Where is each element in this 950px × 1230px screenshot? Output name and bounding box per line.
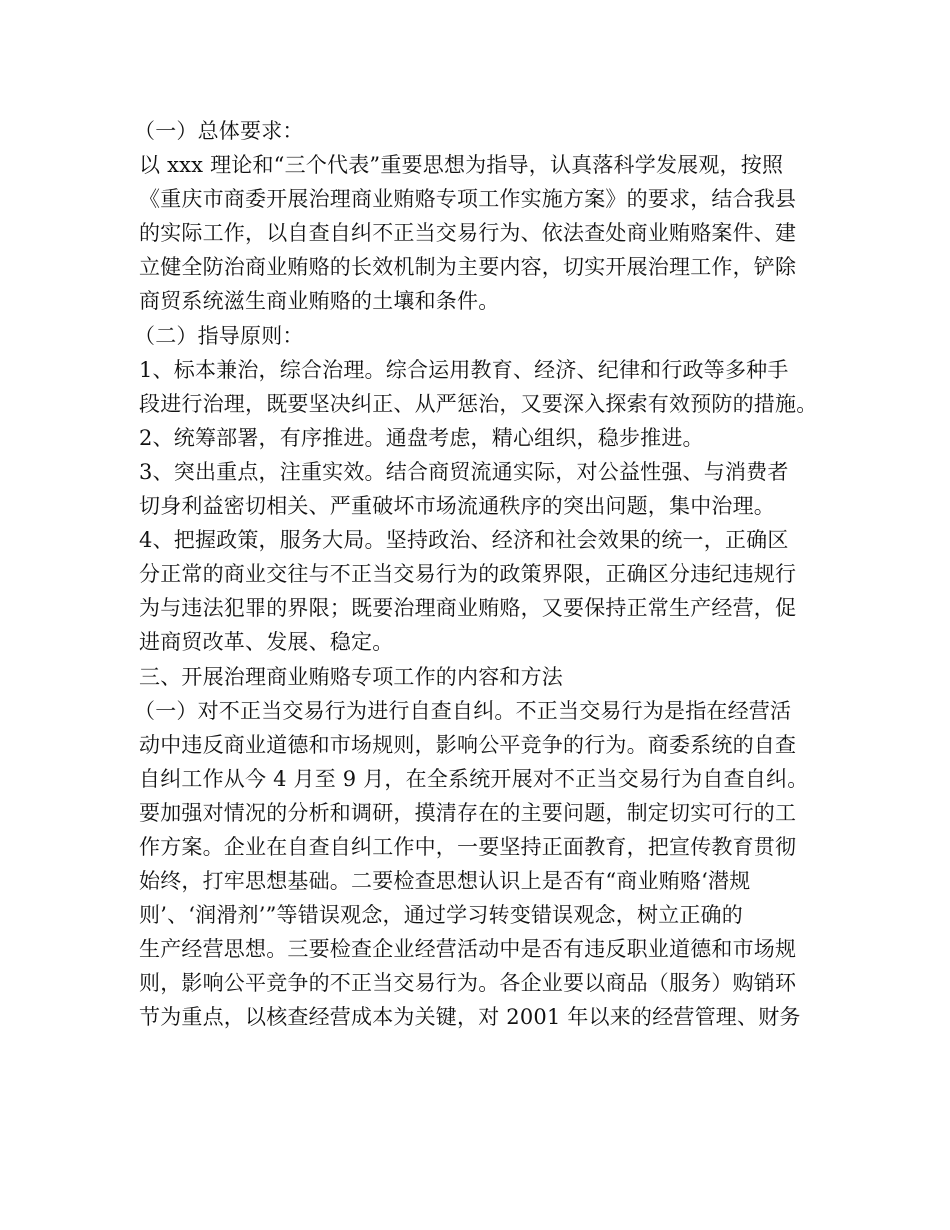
paragraph-line: 3、突出重点，注重实效。结合商贸流通实际，对公益性强、与消费者: [139, 459, 789, 484]
paragraph-line: 1、标本兼治，综合治理。综合运用教育、经济、纪律和行政等多种手: [139, 357, 789, 382]
paragraph-line: 要加强对情况的分析和调研，摸清存在的主要问题，制定切实可行的工: [139, 800, 797, 825]
paragraph-line: 以 xxx 理论和“三个代表”重要思想为指导，认真落科学发展观，按照: [139, 153, 784, 178]
paragraph-line: 为与违法犯罪的界限；既要治理商业贿赂，又要保持正常生产经营，促: [139, 596, 797, 621]
paragraph-line: 自纠工作从今 4 月至 9 月，在全系统开展对不正当交易行为自查自纠。: [139, 766, 809, 791]
paragraph-line: 切身利益密切相关、严重破坏市场流通秩序的突出问题，集中治理。: [139, 494, 775, 519]
paragraph-line: 动中违反商业道德和市场规则，影响公平竞争的行为。商委系统的自查: [139, 732, 797, 757]
paragraph-line: 则’、‘润滑剂’”等错误观念，通过学习转变错误观念，树立正确的: [139, 903, 743, 928]
paragraph-line: 段进行治理，既要坚决纠正、从严惩治，又要深入探索有效预防的措施。: [139, 391, 818, 416]
paragraph-line: 生产经营思想。三要检查企业经营活动中是否有违反职业道德和市场规: [139, 937, 797, 962]
paragraph-line: 节为重点，以核查经营成本为关键，对 2001 年以来的经营管理、财务: [139, 1005, 801, 1030]
paragraph-line: 立健全防治商业贿赂的长效机制为主要内容，切实开展治理工作，铲除: [139, 255, 797, 280]
paragraph-line: 则，影响公平竞争的不正当交易行为。各企业要以商品（服务）购销环: [139, 971, 797, 996]
paragraph-line: 进商贸改革、发展、稳定。: [139, 630, 394, 655]
paragraph-line: 的实际工作，以自查自纠不正当交易行为、依法查处商业贿赂案件、建: [139, 221, 797, 246]
paragraph-line: 作方案。企业在自查自纠工作中，一要坚持正面教育，把宣传教育贯彻: [139, 834, 797, 859]
section-heading-guiding-principles: （二）指导原则：: [134, 323, 304, 348]
section-heading-content-and-methods: 三、开展治理商业贿赂专项工作的内容和方法: [139, 664, 563, 689]
paragraph-line: 始终，打牢思想基础。二要检查思想认识上是否有“商业贿赂‘潜规: [139, 869, 751, 894]
paragraph-line: （一）对不正当交易行为进行自查自纠。不正当交易行为是指在经营活: [134, 698, 792, 723]
paragraph-line: 4、把握政策，服务大局。坚持政治、经济和社会效果的统一，正确区: [139, 528, 789, 553]
paragraph-line: 《重庆市商委开展治理商业贿赂专项工作实施方案》的要求，结合我县: [139, 187, 797, 212]
paragraph-line: 2、统筹部署，有序推进。通盘考虑，精心组织，稳步推进。: [139, 425, 704, 450]
paragraph-line: 分正常的商业交往与不正当交易行为的政策界限，正确区分违纪违规行: [139, 562, 797, 587]
document-body: [0, 114, 950, 1035]
section-heading-overall-requirements: （一）总体要求：: [134, 119, 304, 143]
paragraph-line: 商贸系统滋生商业贿赂的土壤和条件。: [139, 289, 500, 314]
